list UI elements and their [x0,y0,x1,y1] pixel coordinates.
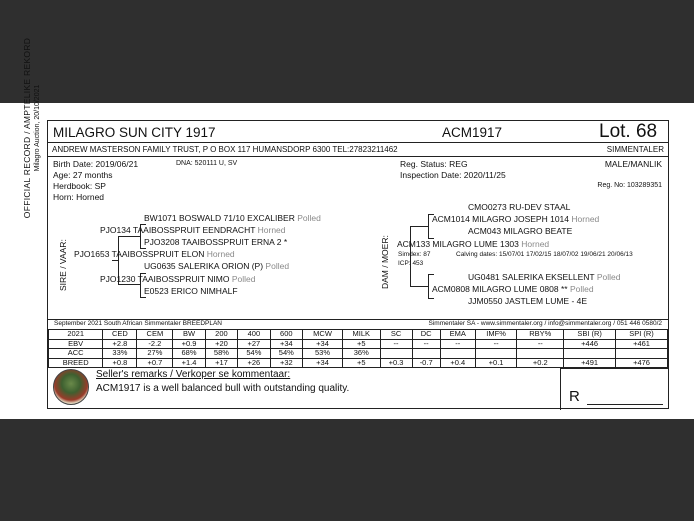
ebv-cell: +5 [343,339,381,349]
auction-label: Milagro Auction, 20/10/2021 [34,84,41,172]
breedplan-source: September 2021 South African Simmentaler BREEDPLAN [54,320,223,327]
simmentaler-seal-icon [53,369,89,405]
ebv-cell: 54% [270,349,302,359]
ebv-row [49,358,668,368]
animal-card [47,120,669,409]
ebv-cell: 36% [343,349,381,359]
price-line[interactable] [587,404,663,405]
record-page [0,37,694,419]
ebv-cell: EBV [49,339,103,349]
remarks-section [48,368,560,410]
ebv-cell: 33% [103,349,137,359]
ebv-cell: -- [412,339,440,349]
ebv-cell [440,349,475,359]
dam-dam-sire: UG0481 SALERIKA EKSELLENT Polled [468,272,621,282]
sire-dam-sire: UG0635 SALERIKA ORION (P) Polled [144,261,290,271]
age: Age: 27 months [53,170,113,180]
ebv-row [49,339,668,349]
price-box [560,368,668,410]
bottom-dark-band [0,419,694,521]
sire-sire-dam: PJO3208 TAAIBOSSPRUIT ERNA 2 * [144,237,288,247]
ebv-cell: -- [440,339,475,349]
sire: PJO1653 TAAIBOSSPRUIT ELON Horned [74,249,235,259]
ebv-cell [564,349,616,359]
ebv-header-cell: 400 [238,330,270,340]
side-caption [2,0,42,253]
ebv-cell [616,349,668,359]
dam-sire-sire: CMO0273 RU-DEV STAAL [468,202,571,212]
ebv-cell [380,349,412,359]
ebv-header-cell: CED [103,330,137,340]
registration-number: Reg. No: 103289351 [597,182,662,189]
sire-sire: PJO134 TAAIBOSSPRUIT EENDRACHT Horned [100,225,286,235]
ebv-cell: 58% [205,349,237,359]
dd-bracket [428,274,429,298]
ebv-header-cell: 200 [205,330,237,340]
sire-dam-dam: E0523 ERICO NIMHALF [144,286,238,296]
owner-address: ANDREW MASTERSON FAMILY TRUST, P O BOX 117 HUMANSDORP 6300 TEL:27823211462 [52,145,398,154]
price-currency: R [569,388,580,405]
ebv-cell: +34 [270,339,302,349]
dam-dam-dam: JJM0550 JASTLEM LUME - 4E [468,296,588,306]
ebv-cell: +476 [616,358,668,368]
simdex: Simdex: 87 [398,251,431,258]
ebv-header-cell: SC [380,330,412,340]
ebv-cell: +0.3 [380,358,412,368]
dam: ACM133 MILAGRO LUME 1303 Horned [397,239,550,249]
remarks-text: ACM1917 is a well balanced bull with outstanding quality. [96,383,350,394]
ebv-cell: 27% [137,349,173,359]
herdbook: Herdbook: SP [53,181,106,191]
ebv-cell: BREED [49,358,103,368]
ebv-cell: ACC [49,349,103,359]
ebv-cell: +0.7 [137,358,173,368]
ebv-cell: +491 [564,358,616,368]
ebv-cell [517,349,564,359]
dna-info: DNA: 520111 U, SV [176,160,238,167]
ebv-cell: +0.9 [173,339,205,349]
ebv-header-cell: DC [412,330,440,340]
ebv-header-cell: SPI (R) [616,330,668,340]
owner-bar [48,143,668,157]
sex: MALE/MANLIK [604,159,662,169]
ebv-table [48,329,668,368]
title-bar [48,121,668,143]
ebv-header-cell: 2021 [49,330,103,340]
ebv-header-cell: BW [173,330,205,340]
ebv-row [49,349,668,359]
ebv-cell [412,349,440,359]
ebv-cell: +34 [303,339,343,349]
ebv-header-cell: IMF% [475,330,517,340]
ebv-cell: +0.2 [517,358,564,368]
ebv-cell: +20 [205,339,237,349]
ebv-cell: +0.4 [440,358,475,368]
sire-sire-sire: BW1071 BOSWALD 71/10 EXCALIBER Polled [144,213,321,223]
ebv-cell: +1.4 [173,358,205,368]
society-contact: Simmentaler SA - www.simmentaler.org / info@simmentaler.org / 051 446 0580/2 [428,320,662,327]
ebv-cell: 53% [303,349,343,359]
inspection-date: Inspection Date: 2020/11/25 [400,170,506,180]
sire-dam: PJO1230 TAAIBOSSPRUIT NIMO Polled [100,274,256,284]
ebv-cell: -0.7 [412,358,440,368]
ebv-cell: 68% [173,349,205,359]
ebv-header-cell: EMA [440,330,475,340]
birth-date: Birth Date: 2019/06/21 [53,159,139,169]
official-record-label: OFFICIAL RECORD / AMPTELIKE REKORD [22,37,32,219]
ebv-cell: +461 [616,339,668,349]
icp: ICP: 453 [398,260,424,267]
ds-bracket [428,214,429,238]
remarks-title: Seller's remarks / Verkoper se kommentaar: [96,369,291,380]
dam-sire: ACM1014 MILAGRO JOSEPH 1014 Horned [432,214,600,224]
ebv-cell: +17 [205,358,237,368]
ebv-cell: +446 [564,339,616,349]
ebv-header-cell: MCW [303,330,343,340]
ebv-cell: -2.2 [137,339,173,349]
ebv-cell: +27 [238,339,270,349]
ebv-cell: -- [475,339,517,349]
reg-status: Reg. Status: REG [400,159,468,169]
ebv-header-cell: MILK [343,330,381,340]
sire-label: SIRE / VAAR: [58,239,68,291]
ebv-cell: +32 [270,358,302,368]
ebv-cell: +2.8 [103,339,137,349]
ebv-header-cell: CEM [137,330,173,340]
ebv-cell: +34 [303,358,343,368]
ebv-cell: +26 [238,358,270,368]
ebv-cell: -- [517,339,564,349]
ebv-cell: +0.8 [103,358,137,368]
ebv-header-cell: 600 [270,330,302,340]
breed-label: SIMMENTALER [606,145,664,154]
ebv-cell: 54% [238,349,270,359]
animal-name: MILAGRO SUN CITY 1917 [53,125,216,140]
dam-label: DAM / MOER: [380,235,390,289]
horn-status: Horn: Horned [53,192,105,202]
dam-dam: ACM0808 MILAGRO LUME 0808 ** Polled [432,284,594,294]
ebv-header-cell: RBY% [517,330,564,340]
ebv-cell: +5 [343,358,381,368]
ebv-header-row [49,330,668,340]
lot-number: Lot. 68 [599,121,658,142]
ebv-cell: +0.1 [475,358,517,368]
calving-dates: Calving dates: 15/07/01 17/02/15 18/07/02 19/06/21 20/06/13 [456,251,633,258]
top-dark-band [0,0,694,103]
dam-sire-dam: ACM043 MILAGRO BEATE [468,226,573,236]
ebv-cell: -- [380,339,412,349]
ebv-header-cell: SBI (R) [564,330,616,340]
animal-code: ACM1917 [442,125,503,140]
ebv-cell [475,349,517,359]
